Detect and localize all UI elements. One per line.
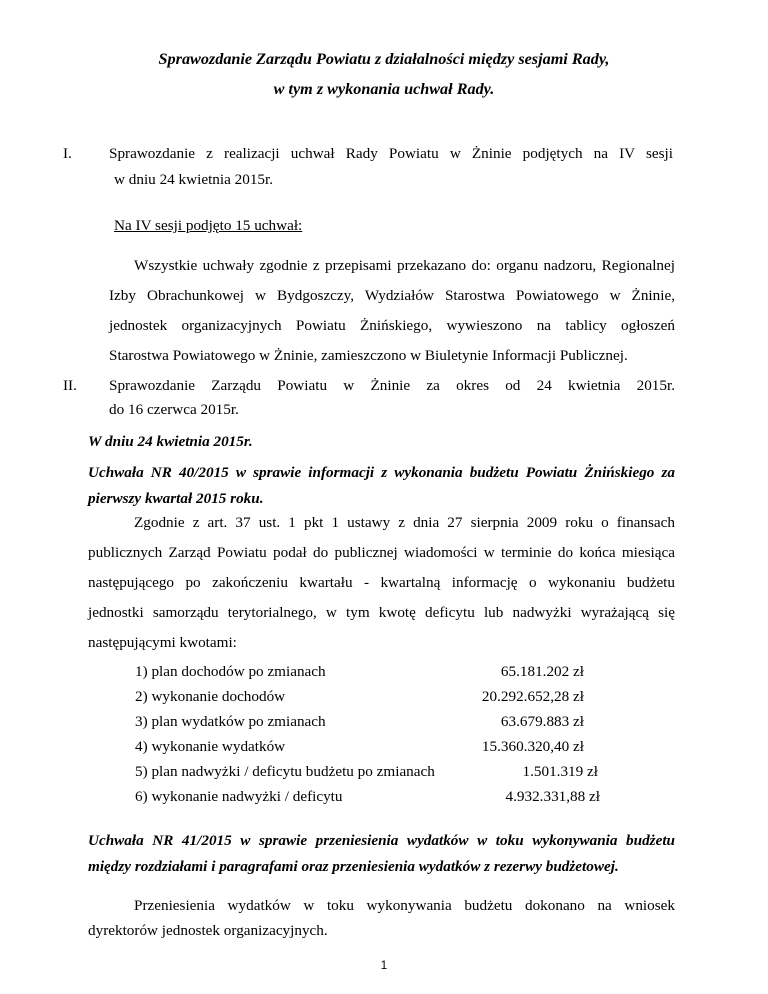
document-title-line-2: w tym z wykonania uchwał Rady. bbox=[273, 80, 495, 98]
resolution-41-title-line-1: Uchwała NR 41/2015 w sprawie przeniesienia wydatków w toku wykonywania budżetu bbox=[88, 832, 675, 849]
resolution-40-para-line-5: następującymi kwotami: bbox=[88, 634, 237, 651]
date-heading: W dniu 24 kwietnia 2015r. bbox=[88, 433, 253, 450]
section-2-heading-line-2: do 16 czerwca 2015r. bbox=[109, 401, 239, 418]
section-1-heading-line-1: Sprawozdanie z realizacji uchwał Rady Powiatu w Żninie podjętych na IV sesji bbox=[109, 145, 673, 162]
resolution-40-para-line-1: Zgodnie z art. 37 ust. 1 pkt 1 ustawy z dnia 27 sierpnia 2009 roku o finansach bbox=[134, 514, 675, 531]
section-1-heading-line-2: w dniu 24 kwietnia 2015r. bbox=[114, 171, 274, 188]
budget-item-value: 65.181.202 zł bbox=[500, 663, 584, 680]
page-number: 1 bbox=[380, 960, 388, 972]
budget-item-label: 1) plan dochodów po zmianach bbox=[135, 663, 326, 680]
section-1-para-line-4: Starostwa Powiatowego w Żninie, zamieszczono w Biuletynie Informacji Publicznej. bbox=[109, 347, 628, 364]
budget-item-value: 1.501.319 zł bbox=[522, 763, 598, 780]
section-1-para-line-1: Wszystkie uchwały zgodnie z przepisami przekazano do: organu nadzoru, Regionalnej bbox=[134, 257, 675, 274]
budget-item-label: 6) wykonanie nadwyżki / deficytu bbox=[135, 788, 343, 805]
budget-item-label: 4) wykonanie wydatków bbox=[135, 738, 286, 755]
resolution-41-para-line-1: Przeniesienia wydatków w toku wykonywania budżetu dokonano na wniosek bbox=[134, 897, 675, 914]
budget-item-value: 4.932.331,88 zł bbox=[505, 788, 600, 805]
budget-item-value: 15.360.320,40 zł bbox=[481, 738, 584, 755]
resolution-40-para-line-3: następującego po zakończeniu kwartału - kwartalną informację o wykonaniu budżetu bbox=[88, 574, 675, 591]
section-1-para-line-2: Izby Obrachunkowej w Bydgoszczy, Wydziałów Starostwa Powiatowego w Żninie, bbox=[109, 287, 675, 304]
resolution-40-para-line-4: jednostki samorządu terytorialnego, w tym kwotę deficytu lub nadwyżki wyrażającą się bbox=[88, 604, 675, 621]
budget-item-value: 63.679.883 zł bbox=[500, 713, 584, 730]
resolution-41-title-line-2: między rozdziałami i paragrafami oraz przeniesienia wydatków z rezerwy budżetowej. bbox=[88, 858, 619, 875]
resolution-40-para-line-2: publicznych Zarząd Powiatu podał do publicznej wiadomości w terminie do końca miesiąca bbox=[88, 544, 675, 561]
section-1-para-line-3: jednostek organizacyjnych Powiatu Żnińskiego, wywieszono na tablicy ogłoszeń bbox=[109, 317, 675, 334]
budget-item-label: 5) plan nadwyżki / deficytu budżetu po zmianach bbox=[135, 763, 435, 780]
resolution-40-title-line-2: pierwszy kwartał 2015 roku. bbox=[88, 490, 264, 507]
budget-item-value: 20.292.652,28 zł bbox=[481, 688, 584, 705]
section-1-numeral: I. bbox=[63, 145, 72, 162]
section-2-numeral: II. bbox=[63, 377, 77, 394]
budget-item-label: 3) plan wydatków po zmianach bbox=[135, 713, 326, 730]
resolution-40-title-line-1: Uchwała NR 40/2015 w sprawie informacji z wykonania budżetu Powiatu Żnińskiego za bbox=[88, 464, 675, 481]
budget-item-label: 2) wykonanie dochodów bbox=[135, 688, 286, 705]
section-2-heading-line-1: Sprawozdanie Zarządu Powiatu w Żninie za okres od 24 kwietnia 2015r. bbox=[109, 377, 675, 394]
section-1-resolutions-count: Na IV sesji podjęto 15 uchwał: bbox=[114, 217, 303, 234]
resolution-41-para-line-2: dyrektorów jednostek organizacyjnych. bbox=[88, 922, 328, 939]
document-title-line-1: Sprawozdanie Zarządu Powiatu z działalności między sesjami Rady, bbox=[158, 50, 610, 68]
